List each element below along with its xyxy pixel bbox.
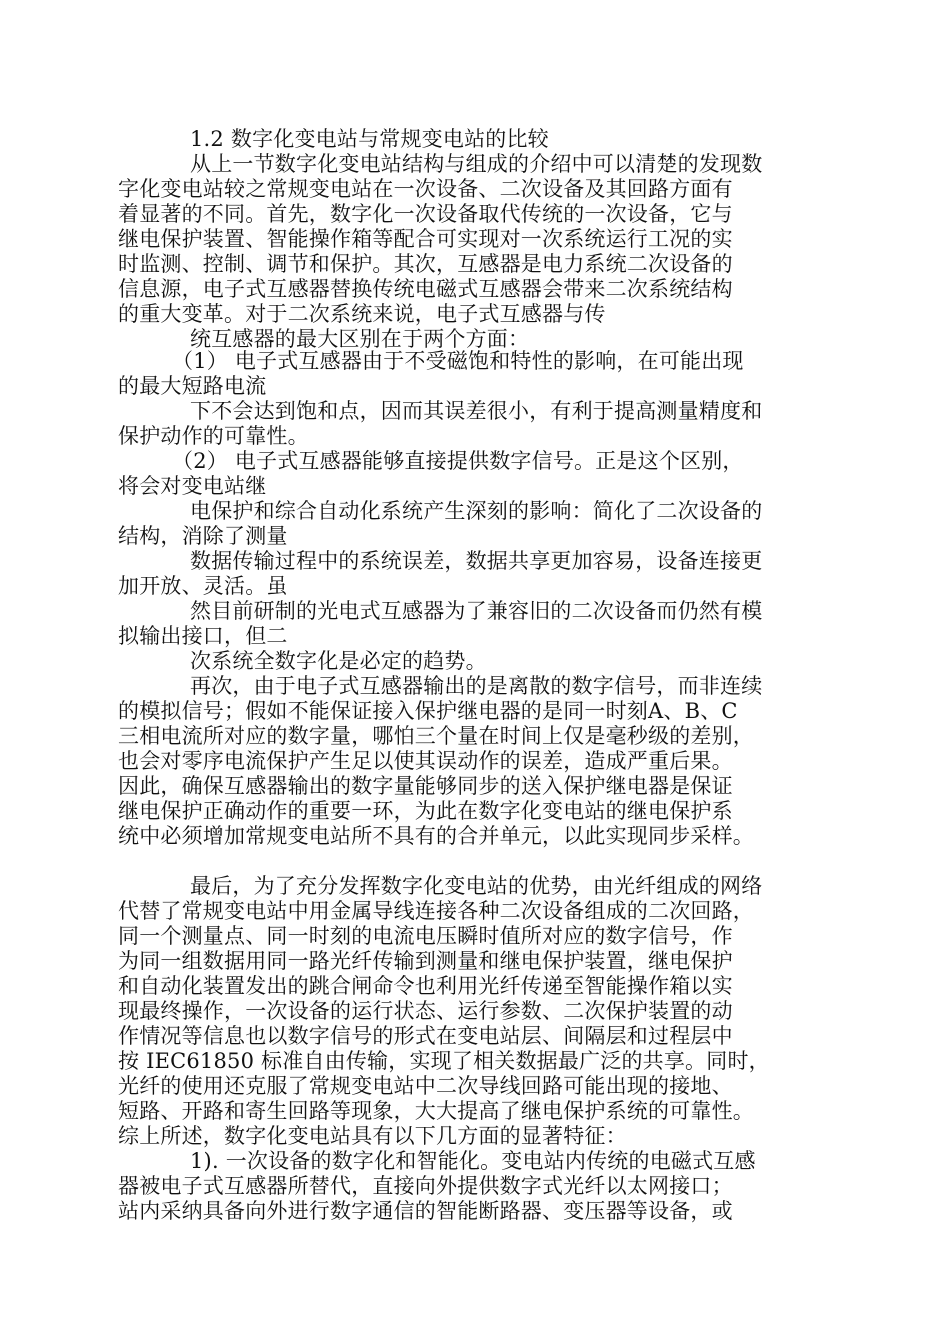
paragraph-sync-sampling (118, 674, 810, 849)
text-line: 的重大变革。对于二次系统来说，电子式互感器与传 (118, 302, 606, 326)
text-line: 继电保护装置、智能操作箱等配合可实现对一次系统运行工况的实 (118, 227, 733, 251)
text-line: 信息源，电子式互感器替换传统电磁式互感器会带来二次系统结构 (118, 277, 733, 301)
text-line: 综上所述，数字化变电站具有以下几方面的显著特征： (118, 1124, 627, 1148)
text-line: （1） 电子式互感器由于不受磁饱和特性的影响，在可能出现 (172, 349, 744, 373)
text-line: 器被电子式互感器所替代，直接向外提供数字式光纤以太网接口； (118, 1174, 733, 1198)
text-line: 将会对变电站继 (118, 474, 267, 498)
text-line: 作情况等信息也以数字信号的形式在变电站层、间隔层和过程层中 (118, 1024, 733, 1048)
text-line: 然目前研制的光电式互感器为了兼容旧的二次设备而仍然有模 (190, 599, 763, 623)
text-line: 拟输出接口，但二 (118, 624, 288, 648)
list-item-1 (118, 349, 810, 449)
feature-item-1 (118, 1149, 810, 1224)
text-line: 结构，消除了测量 (118, 524, 288, 548)
text-line: 同一个测量点、同一时刻的电流电压瞬时值所对应的数字信号，作 (118, 924, 733, 948)
text-line: 站内采纳具备向外进行数字通信的智能断路器、变压器等设备，或 (118, 1199, 733, 1223)
text-line: 按 IEC61850 标准自由传输，实现了相关数据最广泛的共享。同时， (118, 1049, 770, 1073)
section-title: 1.2 数字化变电站与常规变电站的比较 (190, 127, 549, 151)
text-line: 为同一组数据用同一路光纤传输到测量和继电保护装置，继电保护 (118, 949, 733, 973)
text-line: 三相电流所对应的数字量，哪怕三个量在时间上仅是毫秒级的差别， (118, 724, 754, 748)
text-line: 下不会达到饱和点，因而其误差很小，有利于提高测量精度和 (190, 399, 763, 423)
text-line: 统互感器的最大区别在于两个方面： (190, 327, 530, 351)
text-line: 现最终操作，一次设备的运行状态、运行参数、二次保护装置的动 (118, 999, 733, 1023)
text-line: 的最大短路电流 (118, 374, 267, 398)
text-line: 和自动化装置发出的跳合闸命令也利用光纤传递至智能操作箱以实 (118, 974, 733, 998)
text-line: 时监测、控制、调节和保护。其次，互感器是电力系统二次设备的 (118, 252, 733, 276)
section-title-block (118, 127, 810, 152)
text-line: 的模拟信号；假如不能保证接入保护继电器的是同一时刻A、B、C (118, 699, 738, 723)
text-line: 最后，为了充分发挥数字化变电站的优势，由光纤组成的网络 (190, 874, 763, 898)
text-line: 字化变电站较之常规变电站在一次设备、二次设备及其回路方面有 (118, 177, 733, 201)
paragraph-fiber-network (118, 874, 810, 1149)
text-line: 代替了常规变电站中用金属导线连接各种二次设备组成的二次回路， (118, 899, 754, 923)
text-line: 继电保护正确动作的重要一环，为此在数字化变电站的继电保护系 (118, 799, 733, 823)
text-line: 加开放、灵活。虽 (118, 574, 288, 598)
text-line: 再次，由于电子式互感器输出的是离散的数字信号，而非连续 (190, 674, 763, 698)
text-line: 次系统全数字化是必定的趋势。 (190, 649, 487, 673)
text-line: 着显著的不同。首先，数字化一次设备取代传统的一次设备，它与 (118, 202, 733, 226)
text-line: 短路、开路和寄生回路等现象，大大提高了继电保护系统的可靠性。 (118, 1099, 754, 1123)
text-line: 1). 一次设备的数字化和智能化。变电站内传统的电磁式互感 (190, 1149, 756, 1173)
text-line: 光纤的使用还克服了常规变电站中二次导线回路可能出现的接地、 (118, 1074, 733, 1098)
list-item-2 (118, 449, 810, 674)
text-line: 保护动作的可靠性。 (118, 424, 309, 448)
text-line: 统中必须增加常规变电站所不具有的合并单元，以此实现同步采样。 (118, 824, 754, 848)
text-line: 数据传输过程中的系统误差，数据共享更加容易，设备连接更 (190, 549, 763, 573)
text-line: 从上一节数字化变电站结构与组成的介绍中可以清楚的发现数 (190, 152, 763, 176)
paragraph-comparison (118, 152, 810, 352)
text-line: 因此，确保互感器输出的数字量能够同步的送入保护继电器是保证 (118, 774, 733, 798)
text-line: 也会对零序电流保护产生足以使其误动作的误差，造成严重后果。 (118, 749, 733, 773)
text-line: （2） 电子式互感器能够直接提供数字信号。正是这个区别， (172, 449, 744, 473)
text-line: 电保护和综合自动化系统产生深刻的影响：简化了二次设备的 (190, 499, 763, 523)
